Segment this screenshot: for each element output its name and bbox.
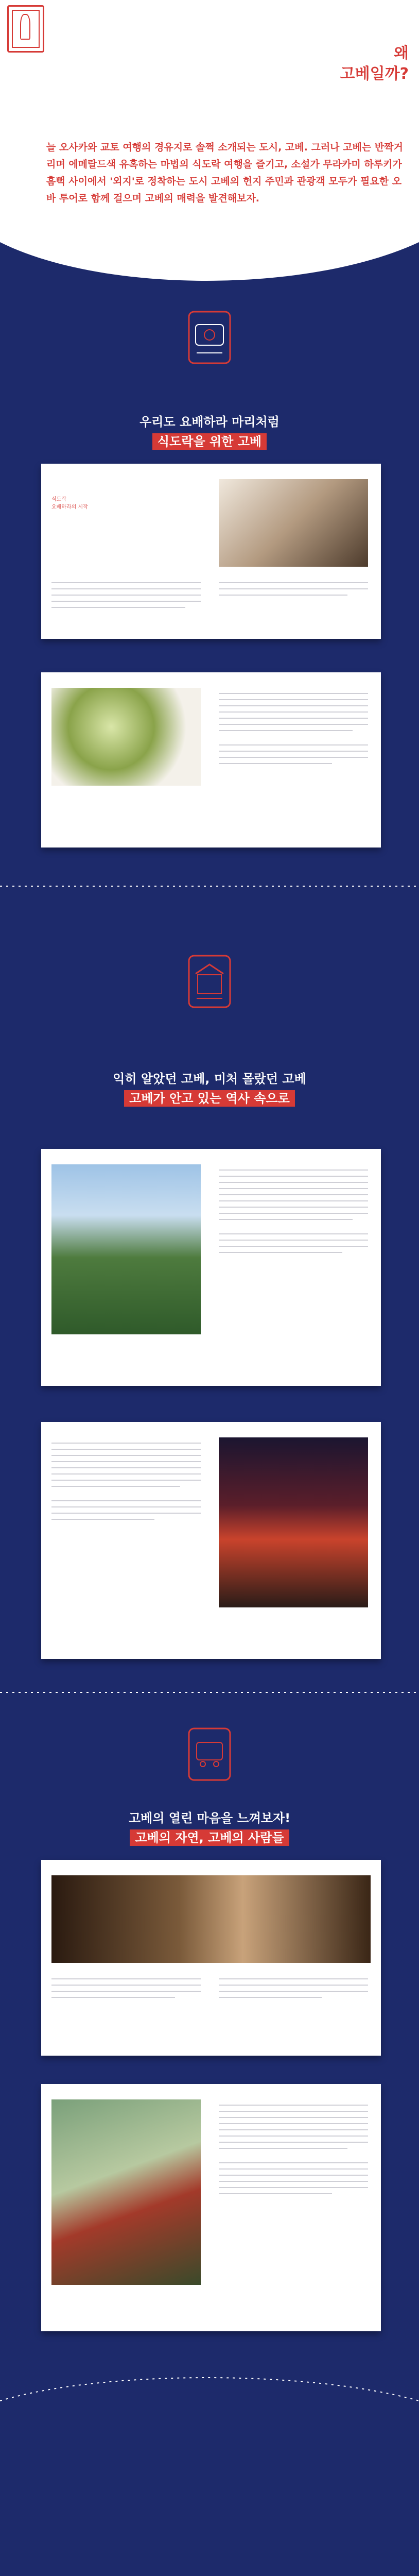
why-kobe-title: 고베일까? [340,65,409,83]
spread-food-2 [41,672,381,848]
section3-headline-line2: 고베의 자연, 고베의 사람들 [130,1829,289,1846]
dotted-divider [0,876,419,896]
section2-headline [0,1069,419,1108]
section1-headline-line1: 우리도 요배하라 마리처럼 [139,415,280,429]
chef-photo [219,479,368,567]
intro-paragraph: 늘 오사카와 교토 여행의 경유지로 솔쩍 소개되는 도시, 고베. 그러나 고베는 반짝거리며 에메랄드색 유혹하는 마법의 식도락 여행을 즐기고, 소설가 무라카미 하루키가 흠뻑 사이에서 '외지'로 정착하는 도시 고베의 헌지 주민과 관광객 모두가 필요한 오바 투어로 함께 걸으며 고베의 매력을 발견해보자. [46,142,403,204]
bar-interior-photo [51,1875,371,1963]
section2-headline-line2: 고베가 안고 있는 역사 속으로 [124,1090,295,1107]
section3-headline-line1: 고베의 열린 마음을 느껴보자! [128,1811,291,1825]
spread-people-1 [41,1860,381,2056]
food-badge-icon [186,309,233,366]
dish-photo [51,688,201,786]
city-view-photo [51,1164,201,1334]
gate-badge-icon [186,953,233,1010]
section1-headline [0,412,419,451]
wave-divider [0,222,419,294]
why-label: 왜 [394,44,409,62]
chapter-label: 식도락 요배하라의 시작 [51,497,88,510]
chinatown-night-photo [219,1437,368,1607]
kobe-tower-stamp-icon [7,5,44,53]
section1-headline-line2: 식도락을 위한 고베 [152,433,267,450]
cable-car-photo [51,2099,201,2285]
tram-badge-icon [186,1726,233,1783]
spread-people-2 [41,2084,381,2331]
spread-history-2 [41,1422,381,1659]
section3-headline [0,1808,419,1848]
spread-food-1 [41,464,381,639]
spread-history-1 [41,1149,381,1386]
dotted-divider [0,1682,419,1703]
section2-headline-line1: 익히 알았던 고베, 미처 몰랐던 고베 [113,1072,306,1086]
wave-divider-bottom [0,2370,419,2432]
